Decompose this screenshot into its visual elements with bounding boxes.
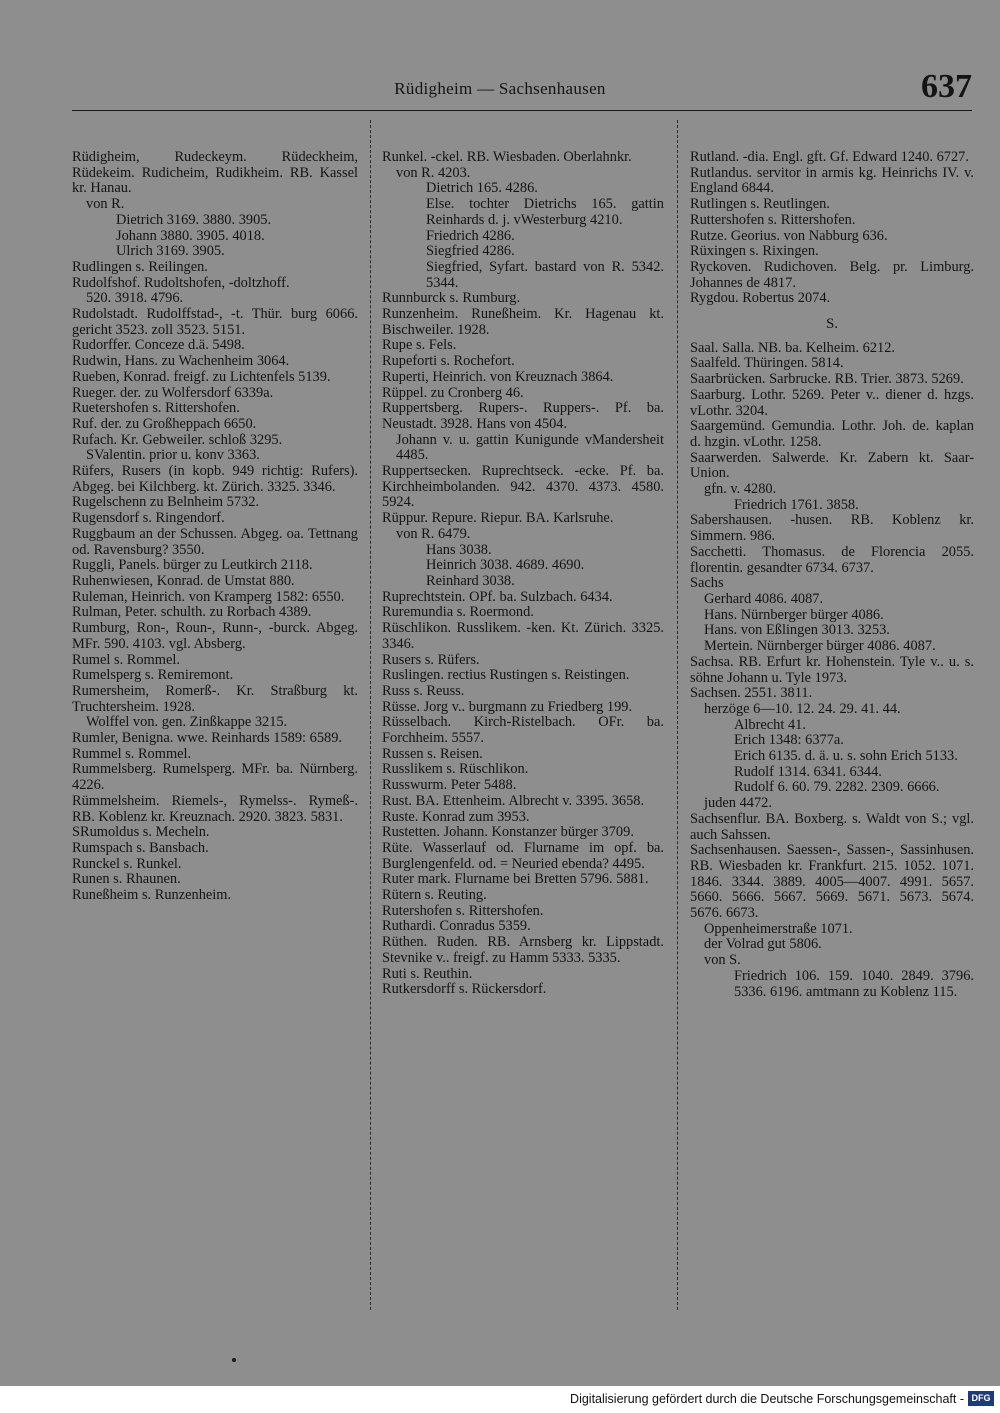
index-entry: Oppenheimerstraße 1071.	[704, 920, 853, 937]
index-entry: Rüppur. Repure. Riepur. BA. Karlsruhe.	[382, 510, 614, 527]
page-number: 637	[921, 68, 972, 105]
index-entry: Rüppel. zu Cronberg 46.	[382, 384, 524, 401]
index-entry: Rumspach s. Bansbach.	[72, 839, 209, 856]
index-entry: gfn. v. 4280.	[704, 481, 777, 498]
index-entry: Sachsen. 2551. 3811.	[690, 685, 813, 702]
index-entry: Rugensdorf s. Ringendorf.	[72, 510, 225, 527]
index-entry: Hans. von Eßlingen 3013. 3253.	[704, 622, 890, 639]
index-entry: Sachs	[690, 575, 724, 592]
index-entry: Saarburg. Lothr. 5269. Peter v.. diener d. hzgs. vLothr. 3204.	[690, 386, 974, 419]
index-entry: Ruppertsecken. Ruprechtseck. -ecke. Pf. ba. Kirchheimbolanden. 942. 4370. 4373. 4580. 5924.	[382, 463, 664, 511]
index-column-3-r-entries	[690, 150, 974, 307]
index-entry: Rueben, Konrad. freigf. zu Lichtenfels 5139.	[72, 368, 331, 385]
index-entry: Rumel s. Rommel.	[72, 651, 180, 668]
index-entry: juden 4472.	[704, 795, 772, 812]
index-entry: der Volrad gut 5806.	[704, 936, 822, 953]
index-entry: Johann v. u. gattin Kunigunde vMandersheit 4485.	[396, 431, 664, 464]
index-entry: Runen s. Rhaunen.	[72, 871, 181, 888]
header-rule	[72, 110, 972, 111]
index-entry: Rüsse. Jorg v.. burgmann zu Friedberg 199.	[382, 698, 633, 715]
index-entry: Friedrich 106. 159. 1040. 2849. 3796. 5336. 6196. amtmann zu Koblenz 115.	[734, 967, 974, 1000]
index-entry: Rumersheim, Romerß-. Kr. Straßburg kt. Truchtersheim. 1928.	[72, 682, 358, 715]
index-entry: Rudolf 1314. 6341. 6344.	[734, 763, 882, 780]
index-entry: Ruggli, Panels. bürger zu Leutkirch 2118.	[72, 557, 313, 574]
index-entry: Rumburg, Ron-, Roun-, Runn-, -burck. Abgeg. MFr. 590. 4103. vgl. Absberg.	[72, 620, 358, 652]
index-entry: Siegfried, Syfart. bastard von R. 5342. 5344.	[426, 258, 664, 291]
column-divider-right	[677, 120, 678, 1310]
index-entry: Mertein. Nürnberger bürger 4086. 4087.	[704, 638, 936, 655]
index-entry: Ruprechtstein. OPf. ba. Sulzbach. 6434.	[382, 588, 613, 605]
index-entry: Gerhard 4086. 4087.	[704, 590, 824, 607]
index-entry: Rütern s. Reuting.	[382, 887, 487, 904]
index-entry: Ruggbaum an der Schussen. Abgeg. oa. Tettnang od. Ravensburg? 3550.	[72, 525, 358, 558]
column-divider-left	[370, 120, 371, 1310]
index-entry: Rygdou. Robertus 2074.	[690, 290, 831, 307]
index-entry: Rüsselbach. Kirch-Ristelbach. OFr. ba. Forchheim. 5557.	[382, 714, 664, 747]
index-entry: SValentin. prior u. konv 3363.	[86, 447, 260, 464]
index-entry: Rutkersdorff s. Rückersdorf.	[382, 981, 547, 998]
index-entry: Ruste. Konrad zum 3953.	[382, 808, 530, 825]
index-entry: Reinhard 3038.	[426, 572, 515, 589]
index-entry: Runnburck s. Rumburg.	[382, 290, 521, 307]
index-entry: Rummel s. Rommel.	[72, 745, 192, 762]
index-entry: Friedrich 1761. 3858.	[734, 496, 859, 513]
footer-credit: Digitalisierung gefördert durch die Deutsche Forschungsgemeinschaft -	[570, 1392, 964, 1406]
running-title: Rüdigheim — Sachsenhausen	[394, 79, 606, 98]
index-entry: von R.	[86, 196, 125, 213]
index-entry: Ulrich 3169. 3905.	[116, 243, 225, 260]
index-entry: Runzenheim. Runeßheim. Kr. Hagenau kt. Bischweiler. 1928.	[382, 306, 664, 338]
index-entry: Rusers s. Rüfers.	[382, 651, 480, 668]
index-entry: Rumelsperg s. Remiremont.	[72, 667, 234, 684]
index-entry: Rüdigheim, Rudeckeym. Rüdeckheim, Rüdekeim. Rudicheim, Rudikheim. RB. Kassel kr. Hanau.	[72, 150, 358, 197]
index-entry: Rupeforti s. Rochefort.	[382, 353, 515, 370]
index-entry: Ruetershofen s. Rittershofen.	[72, 400, 240, 417]
index-entry: Rueger. der. zu Wolfersdorf 6339a.	[72, 384, 274, 401]
index-entry: Ruter mark. Flurname bei Bretten 5796. 5881.	[382, 871, 649, 888]
index-entry: Ruremundia s. Roermond.	[382, 604, 534, 621]
index-entry: Ruslingen. rectius Rustingen s. Reistingen.	[382, 667, 630, 684]
index-entry: Runckel s. Runkel.	[72, 855, 182, 872]
index-entry: Ruppertsberg. Rupers-. Ruppers-. Pf. ba. Neustadt. 3928. Hans von 4504.	[382, 400, 664, 432]
index-entry: Friedrich 4286.	[426, 227, 515, 244]
index-entry: Rulman, Peter. schulth. zu Rorbach 4389.	[72, 604, 312, 621]
index-entry: Sachsenhausen. Saessen-, Sassen-, Sassinhusen. RB. Wiesbaden kr. Frankfurt. 215. 1052. 1071. 1846. 3344. 3889. 4005—4007. 4991. 5657. 5660. 5666. 5667. 5669. 5671. 5673. 5674. 5676. 6673.	[690, 842, 974, 922]
index-entry: Rüxingen s. Rixingen.	[690, 243, 819, 260]
index-entry: von S.	[704, 952, 741, 969]
index-entry: Ruhenwiesen, Konrad. de Umstat 880.	[72, 572, 295, 589]
index-entry: Russ s. Reuss.	[382, 682, 465, 699]
index-entry: Rudlingen s. Reilingen.	[72, 258, 208, 275]
index-entry: Rudolf 6. 60. 79. 2282. 2309. 6666.	[734, 779, 940, 796]
index-entry: Else. tochter Dietrichs 165. gattin Reinhards d. j. vWesterburg 4210.	[426, 196, 664, 228]
index-entry: Rummelsberg. Rumelsperg. MFr. ba. Nürnberg. 4226.	[72, 761, 358, 794]
index-entry: Saalfeld. Thüringen. 5814.	[690, 355, 844, 372]
index-entry: Sacchetti. Thomasus. de Florencia 2055. florentin. gesandter 6734. 6737.	[690, 543, 974, 576]
section-letter-heading: S.	[825, 316, 839, 333]
index-column-3-s-entries	[690, 341, 974, 1001]
index-entry: Rüschlikon. Russlikem. -ken. Kt. Zürich. 3325. 3346.	[382, 620, 664, 652]
index-entry: Rutland. -dia. Engl. gft. Gf. Edward 1240. 6727.	[690, 150, 969, 165]
index-column-2	[382, 150, 664, 1320]
index-entry: Dietrich 3169. 3880. 3905.	[116, 211, 272, 228]
index-entry: Saarbrücken. Sarbrucke. RB. Trier. 3873. 5269.	[690, 371, 964, 388]
index-entry: Rudolstadt. Rudolffstad-, -t. Thür. burg 6066. gericht 3523. zoll 3523. 5151.	[72, 306, 358, 338]
index-entry: SRumoldus s. Mecheln.	[72, 824, 210, 841]
index-entry: Erich 6135. d. ä. u. s. sohn Erich 5133.	[734, 748, 958, 765]
footer-dot	[232, 1358, 236, 1362]
index-entry: Ruttershofen s. Rittershofen.	[690, 211, 856, 228]
index-entry: Rutershofen s. Rittershofen.	[382, 902, 544, 919]
index-entry: Siegfried 4286.	[426, 243, 515, 260]
index-entry: 520. 3918. 4796.	[86, 290, 184, 307]
index-entry: Sabershausen. -husen. RB. Koblenz kr. Simmern. 986.	[690, 512, 974, 545]
index-entry: Runkel. -ckel. RB. Wiesbaden. Oberlahnkr.	[382, 150, 632, 165]
index-entry: Erich 1348: 6377a.	[734, 732, 844, 749]
index-entry: Sachsenflur. BA. Boxberg. s. Waldt von S.; vgl. auch Sahssen.	[690, 810, 974, 843]
index-entry: Runeßheim s. Runzenheim.	[72, 887, 232, 904]
index-entry: Ruf. der. zu Großheppach 6650.	[72, 415, 257, 432]
index-entry: Rutlingen s. Reutlingen.	[690, 196, 830, 213]
index-entry: Rumler, Benigna. wwe. Reinhards 1589: 6589.	[72, 730, 343, 747]
index-entry: Ruti s. Reuthin.	[382, 965, 473, 982]
index-entry: Rüthen. Ruden. RB. Arnsberg kr. Lippstadt. Stevnike v.. freigf. zu Hamm 5333. 5335.	[382, 934, 664, 966]
index-entry: Ruthardi. Conradus 5359.	[382, 918, 531, 935]
index-entry: Russwurm. Peter 5488.	[382, 777, 517, 794]
index-entry: Rudwin, Hans. zu Wachenheim 3064.	[72, 353, 290, 370]
index-entry: Rugelschenn zu Belnheim 5732.	[72, 494, 260, 511]
index-entry: Saarwerden. Salwerde. Kr. Zabern kt. Saar-Union.	[690, 449, 974, 482]
index-entry: Rüfers, Rusers (in kopb. 949 richtig: Rufers). Abgeg. bei Kilchberg. kt. Zürich. 3325. 3346.	[72, 463, 358, 495]
index-entry: Wolffel von. gen. Zinßkappe 3215.	[86, 714, 288, 731]
index-entry: Russlikem s. Rüschlikon.	[382, 761, 529, 778]
index-entry: Rümmelsheim. Riemels-, Rymelss-. Rymeß-. RB. Koblenz kr. Kreuznach. 2920. 3823. 5831.	[72, 792, 358, 825]
index-entry: Hans 3038.	[426, 541, 492, 558]
index-entry: Ruperti, Heinrich. von Kreuznach 3864.	[382, 368, 614, 385]
index-entry: Rufach. Kr. Gebweiler. schloß 3295.	[72, 431, 283, 448]
index-entry: Rustetten. Johann. Konstanzer bürger 3709.	[382, 824, 634, 841]
index-entry: Rupe s. Fels.	[382, 337, 457, 354]
index-entry: Albrecht 41.	[734, 716, 806, 733]
index-entry: Russen s. Reisen.	[382, 745, 483, 762]
index-entry: Hans. Nürnberger bürger 4086.	[704, 606, 884, 623]
dfg-logo: DFG	[968, 1391, 994, 1406]
index-entry: Rudorffer. Conceze d.ä. 5498.	[72, 337, 245, 354]
index-entry: Rudolfshof. Rudoltshofen, -doltzhoff.	[72, 274, 290, 291]
index-entry: von R. 4203.	[396, 164, 471, 181]
index-entry: Dietrich 165. 4286.	[426, 180, 538, 197]
index-entry: Heinrich 3038. 4689. 4690.	[426, 557, 585, 574]
index-entry: Ruleman, Heinrich. von Kramperg 1582: 6550.	[72, 588, 345, 605]
index-entry: Sachsa. RB. Erfurt kr. Hohenstein. Tyle v.. u. s. söhne Johann u. Tyle 1973.	[690, 653, 974, 686]
index-entry: Saal. Salla. NB. ba. Kelheim. 6212.	[690, 339, 896, 356]
index-entry: Rüte. Wasserlauf od. Flurname im opf. ba. Burglengenfeld. od. = Neuried ebenda? 4495.	[382, 839, 664, 872]
index-entry: Johann 3880. 3905. 4018.	[116, 227, 265, 244]
index-entry: Rust. BA. Ettenheim. Albrecht v. 3395. 3658.	[382, 792, 645, 809]
index-entry: Rutlandus. servitor in armis kg. Heinrichs IV. v. England 6844.	[690, 164, 974, 197]
index-column-1	[72, 150, 358, 1320]
index-entry: Saargemünd. Gemundia. Lothr. Joh. de. kaplan d. hzgin. vLothr. 1258.	[690, 418, 974, 450]
index-entry: Rutze. Georius. von Nabburg 636.	[690, 227, 888, 244]
index-entry: Ryckoven. Rudichoven. Belg. pr. Limburg. Johannes de 4817.	[690, 258, 974, 291]
index-column-3	[690, 150, 974, 1320]
index-entry: herzöge 6—10. 12. 24. 29. 41. 44.	[704, 700, 901, 717]
index-entry: von R. 6479.	[396, 525, 471, 542]
